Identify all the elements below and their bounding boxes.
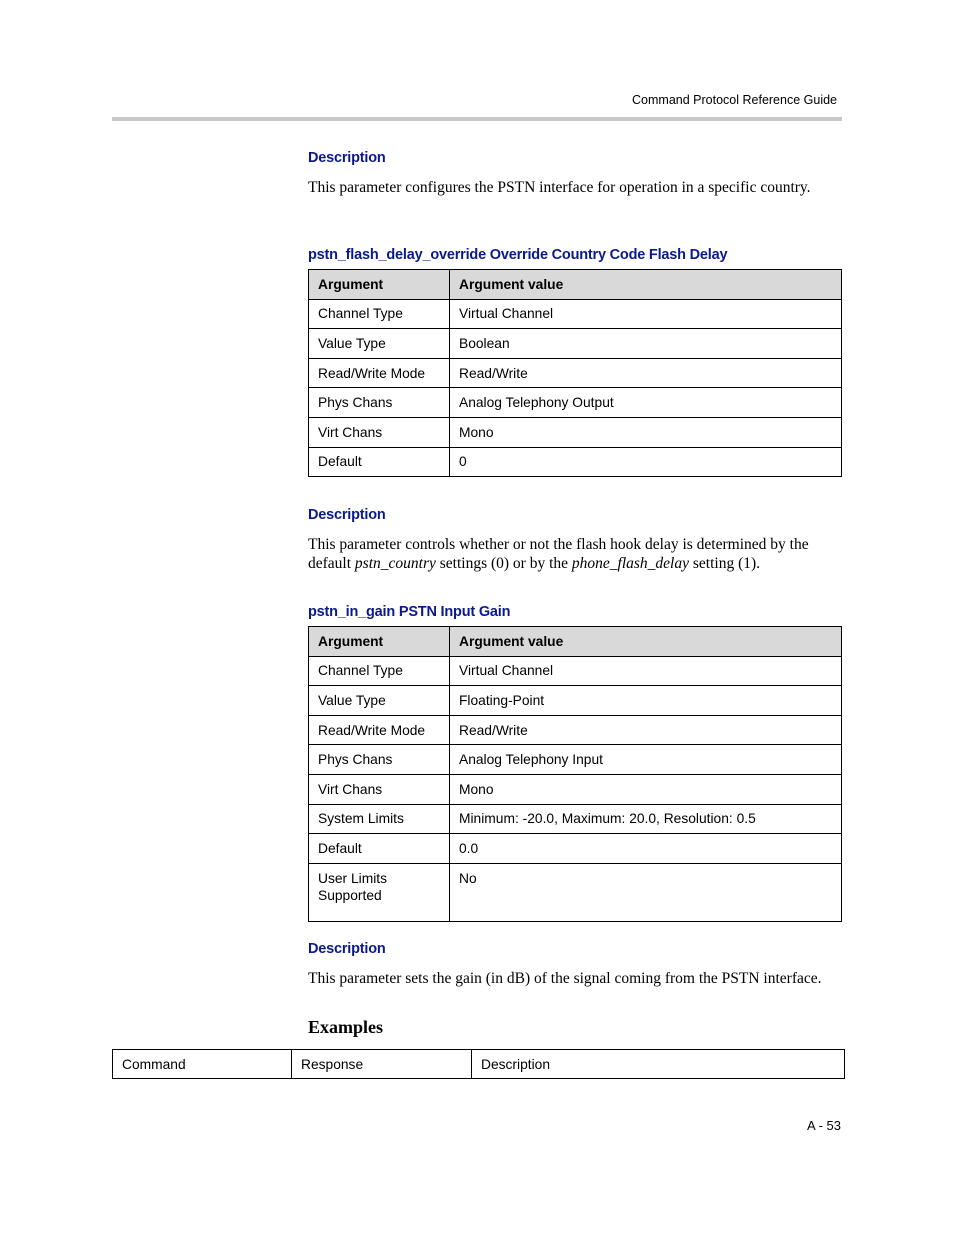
table-row bbox=[309, 329, 842, 359]
cell-argument: Default bbox=[309, 834, 450, 864]
param-reference-pstn-country: pstn_country bbox=[354, 555, 436, 572]
running-header: Command Protocol Reference Guide bbox=[632, 93, 837, 107]
table-row bbox=[309, 863, 842, 921]
cell-argument: Default bbox=[309, 447, 450, 477]
header-argument-value: Argument value bbox=[450, 270, 842, 300]
cell-argument: Read/Write Mode bbox=[309, 715, 450, 745]
table-row bbox=[309, 388, 842, 418]
page-number: A - 53 bbox=[807, 1118, 841, 1133]
description-heading-2: Description bbox=[308, 507, 386, 523]
table-row bbox=[309, 686, 842, 716]
description-text-part: This parameter controls whether or not the flash hook delay is determined by the default bbox=[308, 536, 809, 572]
description-text-1: This parameter configures the PSTN interface for operation in a specific country. bbox=[308, 179, 811, 196]
table-row bbox=[309, 447, 842, 477]
header-argument-value: Argument value bbox=[450, 627, 842, 657]
examples-table bbox=[112, 1049, 845, 1079]
param-title-pstn-in-gain: pstn_in_gain PSTN Input Gain bbox=[308, 604, 511, 620]
cell-value: No bbox=[450, 863, 842, 921]
description-text-3: This parameter sets the gain (in dB) of the signal coming from the PSTN interface. bbox=[308, 970, 822, 987]
column-command: Command bbox=[113, 1050, 292, 1079]
cell-value: Mono bbox=[450, 774, 842, 804]
description-text-part: setting (1). bbox=[689, 555, 761, 572]
cell-argument: Value Type bbox=[309, 329, 450, 359]
cell-argument: Virt Chans bbox=[309, 417, 450, 447]
param-reference-phone-flash-delay: phone_flash_delay bbox=[571, 555, 689, 572]
column-response: Response bbox=[292, 1050, 472, 1079]
cell-value: Analog Telephony Output bbox=[450, 388, 842, 418]
header-argument: Argument bbox=[309, 270, 450, 300]
cell-value: Read/Write bbox=[450, 358, 842, 388]
description-text-2 bbox=[308, 535, 842, 573]
header-rule bbox=[112, 117, 842, 121]
examples-header-row bbox=[113, 1050, 845, 1079]
column-description: Description bbox=[472, 1050, 845, 1079]
cell-argument: Phys Chans bbox=[309, 745, 450, 775]
param-table-pstn-in-gain bbox=[308, 626, 842, 922]
table-row bbox=[309, 358, 842, 388]
cell-value: Floating-Point bbox=[450, 686, 842, 716]
cell-value: 0.0 bbox=[450, 834, 842, 864]
param-title-flash-delay-override: pstn_flash_delay_override Override Country Code Flash Delay bbox=[308, 247, 728, 263]
cell-value: Minimum: -20.0, Maximum: 20.0, Resolution: 0.5 bbox=[450, 804, 842, 834]
table-header-row bbox=[309, 270, 842, 300]
description-heading-3: Description bbox=[308, 941, 386, 957]
table-row bbox=[309, 656, 842, 686]
table-row bbox=[309, 745, 842, 775]
table-header-row bbox=[309, 627, 842, 657]
cell-argument: Read/Write Mode bbox=[309, 358, 450, 388]
cell-value: Analog Telephony Input bbox=[450, 745, 842, 775]
cell-value: Mono bbox=[450, 417, 842, 447]
header-argument: Argument bbox=[309, 627, 450, 657]
table-row bbox=[309, 834, 842, 864]
description-heading-1: Description bbox=[308, 150, 386, 166]
cell-argument: Virt Chans bbox=[309, 774, 450, 804]
table-row bbox=[309, 299, 842, 329]
cell-value: Boolean bbox=[450, 329, 842, 359]
cell-argument: Channel Type bbox=[309, 299, 450, 329]
cell-value: Virtual Channel bbox=[450, 299, 842, 329]
cell-value: Read/Write bbox=[450, 715, 842, 745]
cell-argument: Phys Chans bbox=[309, 388, 450, 418]
table-row bbox=[309, 774, 842, 804]
cell-value: 0 bbox=[450, 447, 842, 477]
param-table-flash-delay-override bbox=[308, 269, 842, 477]
cell-value: Virtual Channel bbox=[450, 656, 842, 686]
cell-argument: User Limits Supported bbox=[309, 863, 450, 921]
table-row bbox=[309, 804, 842, 834]
examples-heading: Examples bbox=[308, 1017, 384, 1037]
table-row bbox=[309, 417, 842, 447]
cell-argument: Channel Type bbox=[309, 656, 450, 686]
description-text-part: settings (0) or by the bbox=[435, 555, 572, 572]
cell-argument: Value Type bbox=[309, 686, 450, 716]
table-row bbox=[309, 715, 842, 745]
cell-argument: System Limits bbox=[309, 804, 450, 834]
